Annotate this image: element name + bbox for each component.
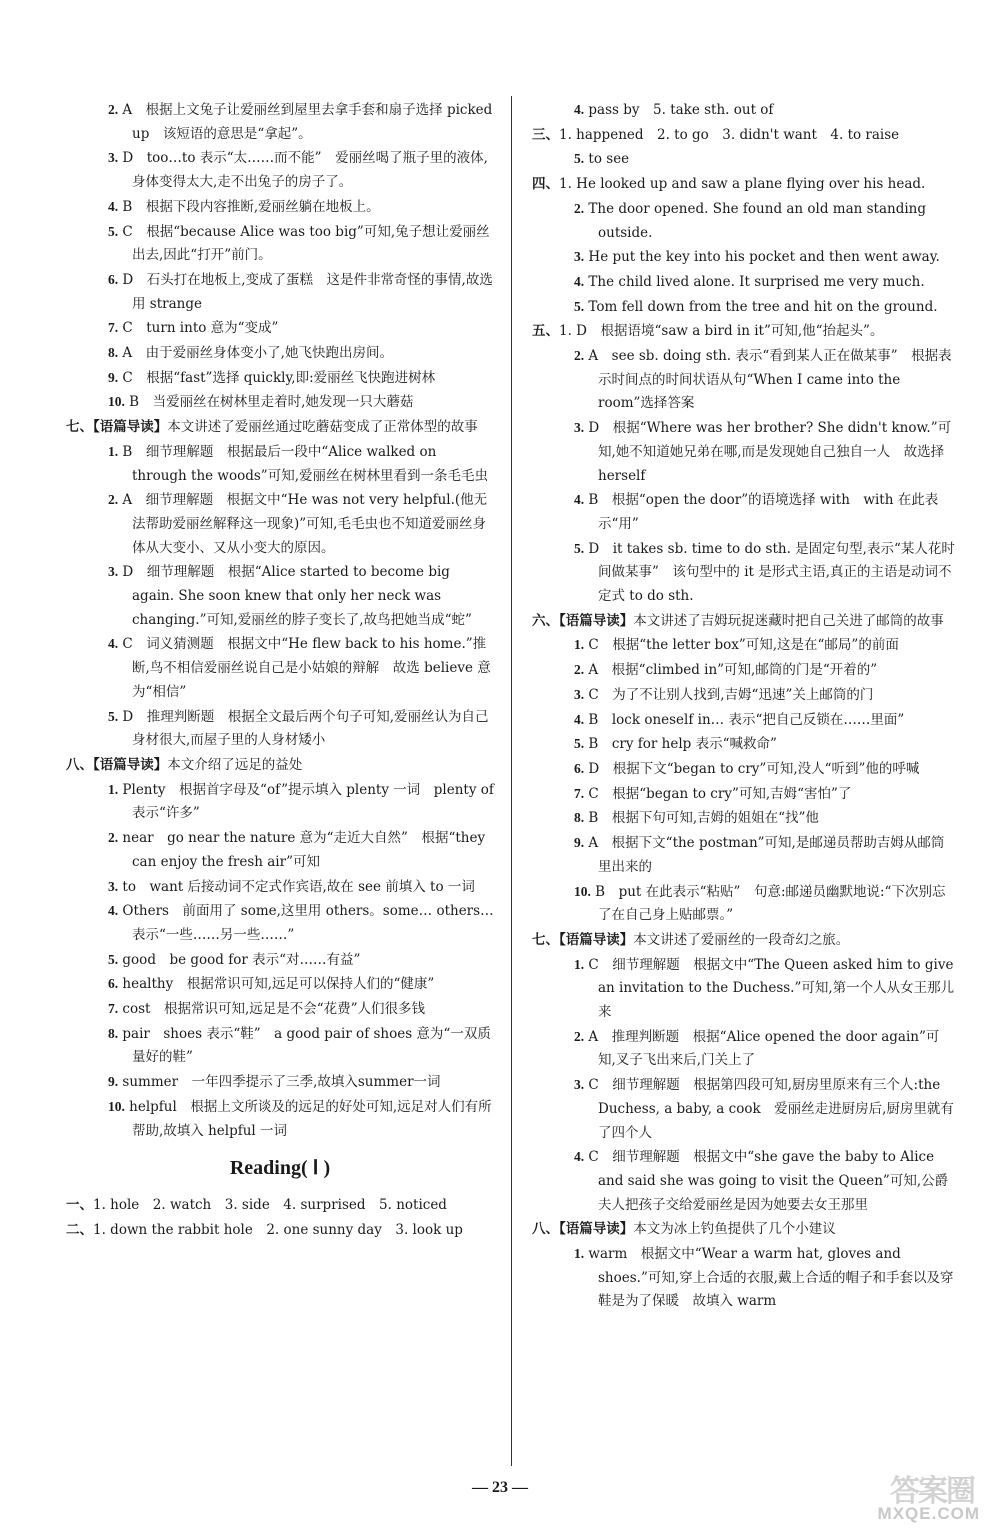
answer-item xyxy=(532,1242,955,1314)
answer-item xyxy=(66,705,494,753)
item-text: A 根据下文“the postman”可知,是邮递员帮助吉姆从邮筒里出来的 xyxy=(584,835,945,875)
item-text: B cry for help 表示“喊救命” xyxy=(584,736,777,753)
item-number: 6. xyxy=(574,760,585,776)
item-number: 4. xyxy=(108,198,119,214)
answer-item xyxy=(532,928,955,953)
answer-item xyxy=(532,782,955,807)
item-text: healthy 根据常识可知,远足可以保持人们的“健康” xyxy=(118,976,435,993)
answer-item xyxy=(66,366,494,391)
item-text: summer 一年四季提示了三季,故填入summer一词 xyxy=(118,1074,441,1091)
item-number: 2. xyxy=(574,662,585,678)
item-text: A 推理判断题 根据“Alice opened the door again”可知,叉子飞出来后,门关上了 xyxy=(584,1028,940,1069)
answer-item xyxy=(532,609,955,634)
column-divider xyxy=(511,96,512,1466)
item-text: 本文讲述了爱丽丝通过吃蘑菇变成了正常体型的故事 xyxy=(167,419,478,436)
answer-item xyxy=(66,875,494,900)
answer-item xyxy=(532,416,955,488)
item-number: 5. xyxy=(108,708,119,724)
item-text: 1. He looked up and saw a plane flying over his head. xyxy=(559,176,926,193)
answer-item xyxy=(532,270,955,295)
left-column xyxy=(66,98,494,1242)
item-text: to see xyxy=(584,151,630,168)
page-number: — 23 — xyxy=(472,1479,528,1496)
item-number: 4. xyxy=(574,1149,585,1165)
answer-item xyxy=(532,757,955,782)
item-number: 4. xyxy=(574,711,585,727)
item-text: near go near the nature 意为“走近大自然” 根据“they can enjoy the fresh air”可知 xyxy=(118,830,486,870)
answer-item xyxy=(532,123,955,148)
item-number: 8. xyxy=(108,345,119,361)
item-number: 1. xyxy=(574,637,585,653)
answer-item xyxy=(532,344,955,416)
item-number: 4. xyxy=(574,273,585,289)
answer-item xyxy=(66,753,494,778)
item-text: A 由于爱丽丝身体变小了,她飞快跑出房间。 xyxy=(118,345,393,362)
item-number: 2. xyxy=(108,492,119,508)
answer-item xyxy=(66,341,494,366)
answer-item xyxy=(66,899,494,947)
answer-item xyxy=(532,172,955,197)
item-text: C 细节理解题 根据第四段可知,厨房里原来有三个人:the Duchess, a baby, a cook 爱丽丝走进厨房后,厨房里就有了四个人 xyxy=(584,1077,954,1141)
item-text: C 根据“the letter box”可知,这是在“邮局”的前面 xyxy=(584,637,899,654)
item-number: 3. xyxy=(108,150,119,166)
item-text: 1. hole 2. watch 3. side 4. surprised 5. noticed xyxy=(93,1196,447,1213)
answer-item xyxy=(532,1217,955,1242)
answer-item xyxy=(66,98,494,146)
section-tag: 【语篇导读】 xyxy=(559,931,634,948)
item-number: 七、 xyxy=(66,419,93,435)
item-number: 3. xyxy=(574,1077,585,1093)
answer-item xyxy=(66,440,494,488)
answer-item xyxy=(66,1022,494,1070)
item-number: 3. xyxy=(574,249,585,265)
item-text: A 根据“climbed in”可知,邮筒的门是“开着的” xyxy=(584,662,878,679)
item-number: 7. xyxy=(108,1001,119,1017)
item-text: C 细节理解题 根据文中“she gave the baby to Alice and said she was going to visit the Queen”可知,公爵夫人把孩子交给爱丽丝是因为她要去女王那里 xyxy=(584,1149,949,1213)
item-number: 4. xyxy=(108,636,119,652)
item-number: 2. xyxy=(108,830,119,846)
item-text: The door opened. She found an old man standing outside. xyxy=(584,200,927,241)
item-text: helpful 根据上文所谈及的远足的好处可知,远足对人们有所帮助,故填入 helpful 一词 xyxy=(124,1098,492,1139)
answer-item xyxy=(532,295,955,320)
answer-item xyxy=(532,732,955,757)
section-tag: 【语篇导读】 xyxy=(93,756,168,773)
answer-item xyxy=(66,632,494,704)
item-text: cost 根据常识可知,远足是不会“花费”人们很多钱 xyxy=(118,1001,426,1018)
answer-item xyxy=(532,1025,955,1073)
item-number: 三、 xyxy=(532,126,559,142)
item-number: 7. xyxy=(574,785,585,801)
item-text: B 根据“open the door”的语境选择 with with 在此表示“用” xyxy=(584,492,939,532)
item-number: 1. xyxy=(108,781,119,797)
item-text: C 细节理解题 根据文中“The Queen asked him to give an invitation to the Duchess.”可知,第一个人从女王那儿来 xyxy=(584,956,955,1021)
answer-item xyxy=(66,948,494,973)
answer-item xyxy=(532,658,955,683)
section-tag: 【语篇导读】 xyxy=(559,612,634,629)
item-number: 二、 xyxy=(66,1221,93,1237)
answer-item xyxy=(66,1218,494,1243)
item-text: good be good for 表示“对……有益” xyxy=(118,951,361,968)
item-number: 3. xyxy=(574,686,585,702)
item-text: B lock oneself in… 表示“把自己反锁在……里面” xyxy=(584,711,905,728)
item-text: B 当爱丽丝在树林里走着时,她发现一只大蘑菇 xyxy=(124,394,414,411)
answer-item xyxy=(66,268,494,316)
item-text: He put the key into his pocket and then went away. xyxy=(584,249,940,266)
answer-item xyxy=(66,972,494,997)
section-heading: Reading( Ⅰ ) xyxy=(229,1157,331,1180)
item-number: 1. xyxy=(574,1246,585,1262)
answer-item xyxy=(532,98,955,123)
watermark-en: MXQE.COM xyxy=(877,1504,980,1524)
item-number: 6. xyxy=(108,976,119,992)
item-number: 3. xyxy=(108,564,119,580)
item-number: 9. xyxy=(108,369,119,385)
item-text: C 根据“because Alice was too big”可知,兔子想让爱丽丝出去,因此“打开”前门。 xyxy=(118,223,490,264)
item-number: 1. xyxy=(574,956,585,972)
item-number: 3. xyxy=(574,420,585,436)
item-text: D 根据“Where was her brother? She didn't know.”可知,她不知道她兄弟在哪,而是发现她自己独自一人 故选择 herself xyxy=(584,420,952,484)
section-tag: 【语篇导读】 xyxy=(93,419,168,436)
item-number: 四、 xyxy=(532,176,559,192)
item-text: The child lived alone. It surprised me very much. xyxy=(584,273,925,290)
item-number: 五、 xyxy=(532,323,559,339)
item-text: 1. happened 2. to go 3. didn't want 4. to raise xyxy=(559,126,900,143)
answer-item xyxy=(66,220,494,268)
item-number: 10. xyxy=(574,883,591,899)
item-text: D too…to 表示“太……而不能” 爱丽丝喝了瓶子里的液体,身体变得太大,走不出兔子的房子了。 xyxy=(118,150,488,191)
item-text: 1. down the rabbit hole 2. one sunny day 3. look up xyxy=(93,1221,463,1238)
item-number: 2. xyxy=(574,200,585,216)
item-text: D 石头打在地板上,变成了蛋糕 这是件非常奇怪的事情,故选用 strange xyxy=(118,271,493,312)
answer-item xyxy=(532,1073,955,1145)
item-number: 七、 xyxy=(532,931,559,947)
item-text: Tom fell down from the tree and hit on the ground. xyxy=(584,298,938,315)
item-number: 八、 xyxy=(532,1221,559,1237)
answer-item xyxy=(532,953,955,1025)
item-number: 10. xyxy=(108,1098,125,1114)
item-number: 六、 xyxy=(532,612,559,628)
item-text: A 根据上文兔子让爱丽丝到屋里去拿手套和扇子选择 picked up 该短语的意思是“拿起”。 xyxy=(118,102,493,142)
answer-item xyxy=(532,683,955,708)
item-text: 本文讲述了爱丽丝的一段奇幻之旅。 xyxy=(633,931,850,948)
item-text: D 推理判断题 根据全文最后两个句子可知,爱丽丝认为自己身材很大,而屋子里的人身材矮小 xyxy=(118,708,489,749)
answer-item xyxy=(532,147,955,172)
item-number: 5. xyxy=(108,951,119,967)
item-text: A see sb. doing sth. 表示“看到某人正在做某事” 根据表示时间点的时间状语从句“When I came into the room”选择答案 xyxy=(584,348,952,412)
answer-item xyxy=(532,319,955,344)
item-number: 3. xyxy=(108,878,119,894)
item-text: Plenty 根据首字母及“of”提示填入 plenty 一词 plenty of 表示“许多” xyxy=(118,781,494,822)
item-text: to want 后接动词不定式作宾语,故在 see 前填入 to 一词 xyxy=(118,878,475,895)
answer-item xyxy=(66,316,494,341)
answer-item xyxy=(66,415,494,440)
answer-item xyxy=(532,633,955,658)
watermark-logo xyxy=(842,1468,992,1530)
answer-item xyxy=(532,488,955,536)
answer-item xyxy=(66,146,494,194)
answer-item xyxy=(66,997,494,1022)
item-number: 4. xyxy=(574,102,585,117)
answer-item xyxy=(66,778,494,826)
answer-item xyxy=(66,488,494,560)
item-number: 7. xyxy=(108,320,119,336)
answer-item xyxy=(66,1070,494,1095)
answer-item xyxy=(66,390,494,415)
item-number: 5. xyxy=(574,540,585,556)
item-number: 5. xyxy=(574,151,585,167)
item-text: C 根据“fast”选择 quickly,即:爱丽丝飞快跑进树林 xyxy=(118,369,436,386)
item-number: 1. xyxy=(108,443,119,459)
item-number: 9. xyxy=(108,1074,119,1090)
answer-item xyxy=(66,1193,494,1218)
answer-item xyxy=(66,560,494,632)
item-number: 4. xyxy=(574,492,585,508)
item-text: Others 前面用了 some,这里用 others。some… others… 表示“一些……另一些……” xyxy=(118,903,494,943)
item-text: D 细节理解题 根据“Alice started to become big again. She soon knew that only her neck was changing.”可知,爱丽丝的脖子变长了,故鸟把她当成“蛇” xyxy=(118,564,472,628)
item-number: 5. xyxy=(574,298,585,314)
item-text: B put 在此表示“粘贴” 句意:邮递员幽默地说:“下次别忘了在自己身上贴邮票。” xyxy=(590,883,946,924)
item-text: pair shoes 表示“鞋” a good pair of shoes 意为“一双质量好的鞋” xyxy=(118,1025,491,1066)
right-column xyxy=(532,98,955,1314)
item-text: 1. D 根据语境“saw a bird in it”可知,他“抬起头”。 xyxy=(559,323,884,340)
item-text: 本文为冰上钓鱼提供了几个小建议 xyxy=(633,1221,836,1238)
item-number: 一、 xyxy=(66,1196,93,1212)
item-text: C 词义猜测题 根据文中“He flew back to his home.”推断,鸟不相信爱丽丝说自己是小姑娘的辩解 故选 believe 意为“相信” xyxy=(118,636,491,700)
answer-item xyxy=(66,1095,494,1143)
item-number: 2. xyxy=(574,1028,585,1044)
item-number: 8. xyxy=(574,810,585,826)
item-text: pass by 5. take sth. out of xyxy=(584,102,774,118)
item-text: D 根据下文“began to cry”可知,没人“听到”他的呼喊 xyxy=(584,760,920,777)
answer-item xyxy=(532,708,955,733)
item-number: 八、 xyxy=(66,756,93,772)
answer-item xyxy=(66,195,494,220)
answer-item xyxy=(532,1145,955,1217)
item-text: 本文介绍了远足的益处 xyxy=(167,756,303,773)
item-text: 本文讲述了吉姆玩捉迷藏时把自己关进了邮筒的故事 xyxy=(633,612,944,629)
item-text: A 细节理解题 根据文中“He was not very helpful.(他无法帮助爱丽丝解释这一现象)”可知,毛毛虫也不知道爱丽丝身体从大变小、又从小变大的原因。 xyxy=(118,492,488,556)
answer-item xyxy=(66,826,494,874)
item-text: B 细节理解题 根据最后一段中“Alice walked on through the woods”可知,爱丽丝在树林里看到一条毛毛虫 xyxy=(118,443,488,484)
watermark-cn: 答案圈 xyxy=(890,1474,974,1510)
section-tag: 【语篇导读】 xyxy=(559,1221,634,1238)
item-text: C 根据“began to cry”可知,吉姆“害怕”了 xyxy=(584,785,852,802)
item-text: C turn into 意为“变成” xyxy=(118,320,279,337)
answer-item xyxy=(532,197,955,245)
item-number: 9. xyxy=(574,835,585,851)
item-number: 10. xyxy=(108,394,125,410)
item-text: D it takes sb. time to do sth. 是固定句型,表示“某人花时间做某事” 该句型中的 it 是形式主语,真正的主语是动词不定式 to do sth. xyxy=(584,540,955,605)
item-number: 4. xyxy=(108,903,119,919)
item-text: B 根据下句可知,吉姆的姐姐在“找”他 xyxy=(584,810,819,827)
item-text: B 根据下段内容推断,爱丽丝躺在地板上。 xyxy=(118,198,380,215)
answer-item xyxy=(532,880,955,928)
answer-item xyxy=(532,806,955,831)
item-text: warm 根据文中“Wear a warm hat, gloves and shoes.”可知,穿上合适的衣服,戴上合适的帽子和手套以及穿鞋是为了保暖 故填入 warm xyxy=(584,1246,954,1310)
item-number: 2. xyxy=(574,348,585,364)
item-text: C 为了不让别人找到,吉姆“迅速”关上邮筒的门 xyxy=(584,686,874,703)
answer-item xyxy=(532,245,955,270)
item-number: 8. xyxy=(108,1025,119,1041)
answer-item xyxy=(532,537,955,609)
item-number: 5. xyxy=(108,223,119,239)
item-number: 5. xyxy=(574,736,585,752)
item-number: 6. xyxy=(108,271,119,287)
item-number: 2. xyxy=(108,102,119,117)
answer-item xyxy=(532,831,955,879)
